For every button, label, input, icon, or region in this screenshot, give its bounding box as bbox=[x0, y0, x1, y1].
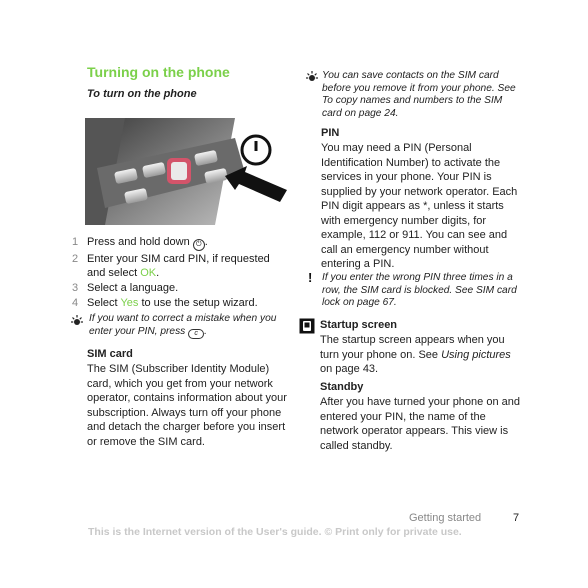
footer-disclaimer: This is the Internet version of the User's guide. © Print only for private use. bbox=[88, 526, 462, 538]
standby-text: After you have turned your phone on and entered your PIN, the name of the network operator appears. This view is called standby. bbox=[320, 396, 520, 452]
phone-display-icon bbox=[299, 318, 315, 334]
section-subtitle: To turn on the phone bbox=[87, 88, 197, 100]
standby-heading: Standby bbox=[320, 381, 364, 393]
step-item: 1 Press and hold down ⏻ . bbox=[72, 235, 287, 251]
pin-text: You may need a PIN (Personal Identification Number) to activate the services in your phone. Your PIN is supplied by your network operator. Each PIN digit appears as *, unless it starts with emergency number digits, for example, 112 or 911. You can see and call an emergency number without entering a PIN. bbox=[321, 142, 518, 270]
tip-save-contacts: You can save contacts on the SIM card before you remove it from your phone. See To copy names and numbers to the SIM card on page 24. bbox=[322, 70, 516, 119]
step-item: 3 Select a language. bbox=[72, 282, 179, 294]
power-key-icon: ⏻ bbox=[193, 239, 205, 251]
clear-key-icon: c bbox=[188, 329, 204, 339]
page-title: Turning on the phone bbox=[87, 64, 230, 80]
phone-power-button-image bbox=[85, 118, 287, 225]
tip-lightbulb-icon bbox=[305, 70, 319, 84]
step-item: 2 Enter your SIM card PIN, if requested and select OK. bbox=[72, 252, 270, 279]
step-item: 4 Select Yes to use the setup wizard. bbox=[72, 297, 258, 309]
footer-section-name: Getting started bbox=[409, 512, 482, 524]
tip-correct-mistake: If you want to correct a mistake when you enter your PIN, press c . bbox=[89, 313, 277, 337]
warning-icon: ! bbox=[308, 270, 313, 285]
pin-heading: PIN bbox=[321, 127, 340, 139]
sim-card-heading: SIM card bbox=[87, 348, 133, 360]
warning-pin-blocked: If you enter the wrong PIN three times in a row, the SIM card is blocked. See SIM card lock on page 67. bbox=[322, 272, 517, 308]
using-pictures-link: Using pictures bbox=[441, 348, 511, 361]
page-number: 7 bbox=[513, 512, 520, 524]
tip-lightbulb-icon bbox=[70, 314, 84, 328]
startup-screen-text: The startup screen appears when you turn your phone on. See Using pictures on page 43. bbox=[320, 334, 511, 375]
sim-card-text: The SIM (Subscriber Identity Module) card, which you get from your network operator, contains information about your subscription. Always turn off your phone and detach the charger before you insert or remove the SIM card. bbox=[87, 363, 287, 448]
steps-list bbox=[72, 235, 287, 311]
startup-screen-heading: Startup screen bbox=[320, 319, 398, 331]
